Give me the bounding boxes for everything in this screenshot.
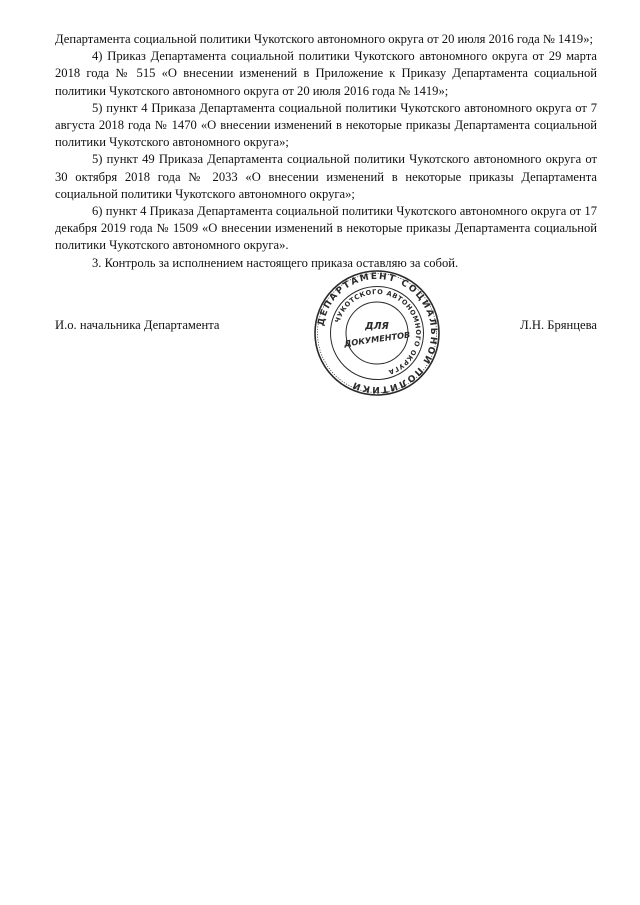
paragraph-continuation: Департамента социальной политики Чукотского автономного округа от 20 июля 2016 года № 1419»; xyxy=(55,32,594,46)
document-body xyxy=(55,31,597,272)
paragraph-item-5b: 5) пункт 49 Приказа Департамента социальной политики Чукотского автономного округа от 30 октября 2018 года № 2033 «О внесении изменений в некоторые приказы Департамента социальной политики Чукотского автономного округа»; xyxy=(55,152,597,201)
official-stamp xyxy=(312,270,442,396)
signatory-name: Л.Н. Брянцева xyxy=(520,318,597,332)
paragraph-control-clause: 3. Контроль за исполнением настоящего приказа оставляю за собой. xyxy=(92,255,459,270)
svg-text:ДЕПАРТАМЕНТ СОЦИАЛЬНОЙ ПОЛИТИК: ДЕПАРТАМЕНТ СОЦИАЛЬНОЙ ПОЛИТИКИ xyxy=(316,271,439,395)
paragraph-item-4: 4) Приказ Департамента социальной политики Чукотского автономного округа от 29 марта 2018 года № 515 «О внесении изменений в Приложение к Приказу Департамента социальной политики Чукотского автономного округа от 20 июля 2016 года № 1419»; xyxy=(55,49,597,98)
svg-text:ДОКУМЕНТОВ: ДОКУМЕНТОВ xyxy=(343,329,411,349)
svg-text:ДЛЯ: ДЛЯ xyxy=(365,321,389,332)
paragraph-item-5a: 5) пункт 4 Приказа Департамента социальной политики Чукотского автономного округа от 7 августа 2018 года № 1470 «О внесении изменений в некоторые приказы Департамента социальной политики Чукотского автономного округа»; xyxy=(55,100,597,150)
stamp-seal-graphic xyxy=(312,270,442,396)
svg-text:ЧУКОТСКОГО АВТОНОМНОГО ОКРУГА: ЧУКОТСКОГО АВТОНОМНОГО ОКРУГА xyxy=(333,287,423,377)
paragraph-item-6: 6) пункт 4 Приказа Департамента социальной политики Чукотского автономного округа от 17 декабря 2019 года № 1509 «О внесении изменений в некоторые приказы Департамента социальной политики Чукотского автономного округа». xyxy=(55,204,597,253)
signatory-title: И.о. начальника Департамента xyxy=(55,318,220,332)
